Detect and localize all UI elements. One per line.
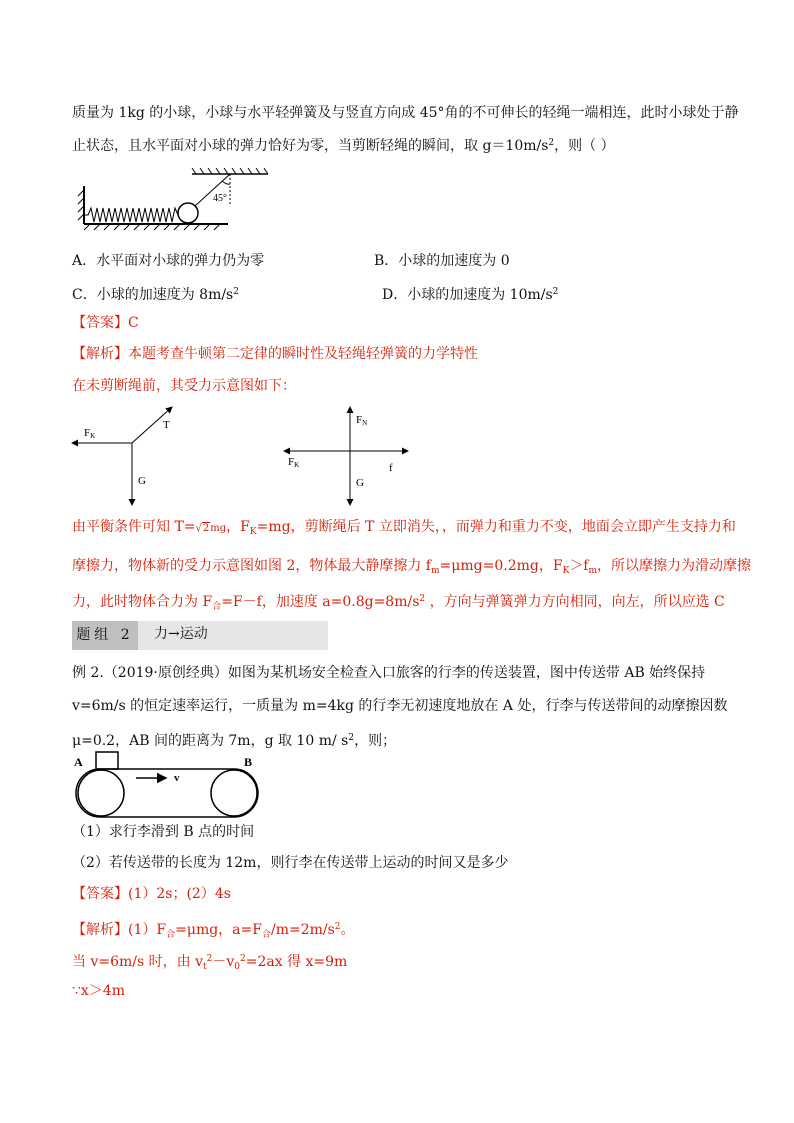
analysis-eq-line2: 摩擦力，物体新的受力示意图如图 2，物体最大静摩擦力 $f_m=\mu mg=0.2mg$，$F_K>f_m$，所以摩擦力为滑动摩擦	[72, 558, 752, 576]
analysis2-line3: ∵x＞4m	[72, 983, 125, 999]
problem2-line2: v=6m/s 的恒定速率运行，一质量为 m=4kg 的行李无初速度地放在 A 处，行李与传送带间的动摩擦因数	[72, 698, 728, 714]
answer-1: 【答案】C	[72, 315, 139, 331]
analysis2-line1: 【解析】$(1)F_合=\mu mg$，$a=F_合/m=2m/s^2$。	[72, 922, 355, 940]
section-header	[72, 621, 328, 650]
analysis2-line2: 当 v=6m/s 时，由 $v_t^2-v_0^2=2ax$ 得 x=9m	[72, 954, 348, 972]
option-c: C．小球的加速度为 $8m/s^2$	[72, 287, 239, 303]
fbd2-g-label: G	[356, 477, 364, 489]
point-b-label: B	[244, 755, 253, 769]
problem2-question2: （2）若传送带的长度为 12m，则行李在传送带上运动的时间又是多少	[72, 855, 509, 871]
analysis-title-1: 【解析】本题考查牛顿第二定律的瞬时性及轻绳轻弹簧的力学特性	[72, 346, 478, 362]
fbd2-fk-label: FK	[288, 456, 300, 469]
point-a-label: A	[74, 755, 83, 769]
fbd2-fn-label: FN	[356, 414, 368, 427]
problem2-question1: （1）求行李滑到 B 点的时间	[72, 824, 255, 840]
free-body-diagram-1	[66, 405, 186, 509]
spring-ball-figure	[72, 168, 272, 230]
option-b: B．小球的加速度为 0	[374, 253, 510, 269]
option-d: D．小球的加速度为 $10m/s^2$	[382, 287, 559, 303]
analysis-eq-line3: 力，此时物体合力为 $F_合=F-f$，加速度 $a=0.8g=8m/s^2$ ，方向与弹簧弹力方向相同，向左，所以应选 C	[72, 594, 725, 612]
answer-2: 【答案】(1）2s；(2）4s	[72, 886, 231, 902]
analysis-intro-1: 在未剪断绳前，其受力示意图如下：	[72, 378, 296, 394]
free-body-diagram-2	[282, 405, 412, 509]
problem1-line1: 质量为 1kg 的小球，小球与水平轻弹簧及与竖直方向成 45°角的不可伸长的轻绳一端相连，此时小球处于静	[72, 105, 739, 121]
analysis-eq-line1: 由平衡条件可知 T=√2mg，$F_K=mg$，剪断绳后 T 立即消失，，而弹力和重力不变，地面会立即产生支持力和	[72, 519, 736, 537]
problem2-line1: 例 2.（2019·原创经典）如图为某机场安全检查入口旅客的行李的传送装置，图中传送带 AB 始终保持	[72, 665, 706, 681]
problem2-line3: μ=0.2，AB 间的距离为 7m，g 取 10 m/ $s^2$，则；	[72, 733, 397, 749]
conveyor-belt-figure	[70, 750, 270, 820]
fbd2-f-label: f	[389, 462, 393, 474]
velocity-label: v	[174, 772, 180, 784]
section-title: 力→运动	[138, 621, 328, 650]
fbd1-g-label: G	[138, 475, 146, 487]
problem1-line2: 止状态，且水平面对小球的弹力恰好为零，当剪断轻绳的瞬间，取 $g=10m/s^2$，则（ ）	[72, 138, 615, 154]
fbd1-fk-label: FK	[84, 427, 96, 440]
section-label: 题组 2	[72, 621, 138, 650]
fbd1-t-label: T	[163, 419, 170, 431]
option-a: A．水平面对小球的弹力仍为零	[72, 253, 265, 269]
angle-label: 45°	[213, 193, 227, 204]
